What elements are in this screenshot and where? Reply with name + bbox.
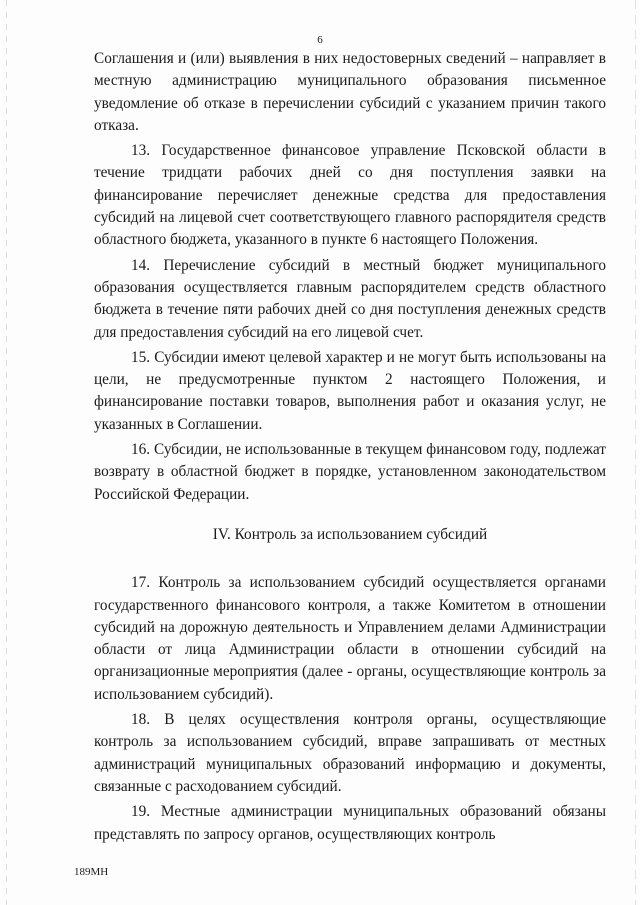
scan-edge-left	[6, 0, 7, 905]
paragraph-18: 18. В целях осуществления контроля органы, осуществляющие контроль за использованием субсидий, вправе запрашивать от местных администраций муниципальных образований информацию и документы, связанные с расходованием субсидий.	[94, 711, 606, 795]
page-number: 6	[317, 34, 323, 46]
paragraph-14: 14. Перечисление субсидий в местный бюджет муниципального образования осуществляется главным распорядителем средств областного бюджета в течение пяти рабочих дней со дня поступления денежных средств для предоставления субсидий на его лицевой счет.	[94, 256, 606, 341]
paragraph-13: 13. Государственное финансовое управление Псковской области в течение тридцати рабочих дней со дня поступления заявки на финансирование перечисляет денежные средства для предоставления субсидий на лицевой счет соответствующего главного распорядителя средств областного бюджета, указанного в пункте 6 настоящего Положения.	[94, 142, 606, 249]
paragraph-continuation: Соглашения и (или) выявления в них недостоверных сведений – направляет в местную администрацию муниципального образования письменное уведомление об отказе в перечислении субсидий с указанием причин такого отказа.	[94, 50, 606, 134]
scan-edge-right	[635, 0, 636, 905]
section-heading-iv: IV. Контроль за использованием субсидий	[212, 525, 488, 543]
paragraph-15: 15. Субсидии имеют целевой характер и не могут быть использованы на цели, не предусмотренные пунктом 2 настоящего Положения, и финансирование поставки товаров, выполнения работ и оказания услуг, не указанных в Соглашении.	[94, 348, 606, 433]
document-body	[94, 48, 606, 849]
paragraph-17: 17. Контроль за использованием субсидий осуществляется органами государственного финансового контроля, а также Комитетом в отношении субсидий на дорожную деятельность и Управлением делами Администрации области от лица Администрации области в отношении субсидий на организационные мероприятия (далее - органы, осуществляющие контроль за использованием субсидий).	[94, 574, 606, 703]
document-code: 189МН	[74, 866, 109, 878]
paragraph-19: 19. Местные администрации муниципальных образований обязаны представлять по запросу органов, осуществляющих контроль	[94, 803, 606, 843]
paragraph-16: 16. Субсидии, не использованные в текущем финансовом году, подлежат возврату в областной бюджет в порядке, установленном законодательством Российской Федерации.	[94, 441, 606, 503]
